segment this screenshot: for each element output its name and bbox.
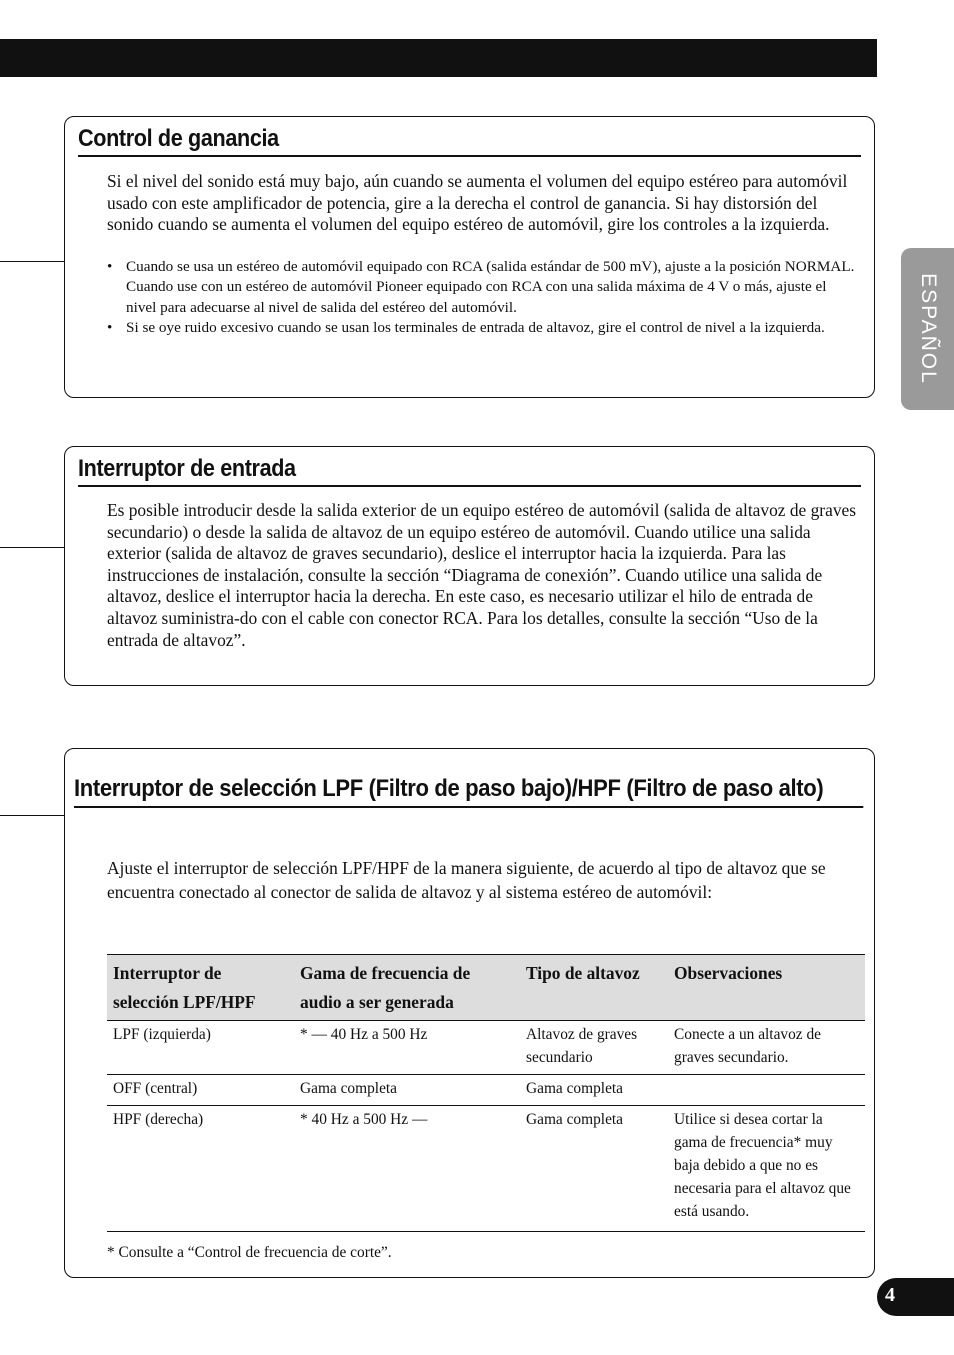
section-title: Interruptor de entrada	[78, 452, 861, 487]
table-cell: Gama completa	[520, 1106, 668, 1232]
table-cell: LPF (izquierda)	[107, 1021, 294, 1075]
page-number-label: 4	[885, 1284, 895, 1306]
bullet-item: • Si se oye ruido excesivo cuando se usan los terminales de entrada de altavoz, gire el control de nivel a la izquierda.	[107, 318, 858, 338]
table-cell: Conecte a un altavoz de graves secundario.	[668, 1021, 865, 1075]
table-cell	[668, 1075, 865, 1106]
section-lpf-hpf	[64, 748, 875, 1278]
table-header: Observaciones	[668, 955, 865, 1021]
table-header: Interruptor de selección LPF/HPF	[107, 955, 294, 1021]
page-number	[877, 1278, 954, 1316]
section-interruptor-de-entrada	[64, 446, 875, 686]
section-title: Interruptor de selección LPF (Filtro de paso bajo)/HPF (Filtro de paso alto)	[74, 772, 863, 808]
header-bar	[0, 39, 877, 77]
section-paragraph: Es posible introducir desde la salida exterior de un equipo estéreo de automóvil (salida de altavoz de graves secundario) o desde la salida de altavoz de un equipo estéreo de automóvil. Cuando utilice una salida exterior (salida de altavoz de graves secundario), deslice el interruptor hacia la izquierda. Para las instrucciones de instalación, consulte la sección “Diagrama de conexión”. Cuando utilice una salida de altavoz, deslice el interruptor hacia la derecha. En este caso, es necesario utilizar el hilo de entrada de altavoz suministra-do con el cable con conector RCA. Para los detalles, consulte la sección “Uso de la entrada de altavoz”.	[107, 500, 856, 650]
table-cell: Gama completa	[294, 1075, 520, 1106]
table-header: Tipo de altavoz	[520, 955, 668, 1021]
table-row	[107, 1021, 865, 1075]
section-title: Control de ganancia	[78, 122, 861, 157]
table-cell: * — 40 Hz a 500 Hz	[294, 1021, 520, 1075]
section-paragraph: Ajuste el interruptor de selección LPF/HPF de la manera siguiente, de acuerdo al tipo de altavoz que se encuentra conectado al conector de salida de altavoz y al sistema estéreo de automóvil:	[107, 858, 826, 902]
table-cell: OFF (central)	[107, 1075, 294, 1106]
table-row	[107, 1075, 865, 1106]
lpf-hpf-table	[107, 954, 865, 1232]
table-cell: Utilice si desea cortar la gama de frecuencia* muy baja debido a que no es necesaria para el altavoz que está usando.	[668, 1106, 865, 1232]
section-paragraph: Si el nivel del sonido está muy bajo, aún cuando se aumenta el volumen del equipo estéreo para automóvil usado con este amplificador de potencia, gire a la derecha el control de ganancia. Si hay distorsión del sonido cuando se aumenta el volumen del equipo estéreo de automóvil, gire los controles a la izquierda.	[107, 171, 848, 235]
bullet-item: • Cuando se usa un estéreo de automóvil equipado con RCA (salida estándar de 500 mV), ajuste a la posición NORMAL. Cuando use con un estéreo de automóvil Pioneer equipado con RCA con una salida máxima de 4 V o más, ajuste el nivel para adecuarse al nivel de salida del estéreo del automóvil.	[107, 257, 858, 318]
language-tab[interactable]	[901, 248, 954, 410]
table-cell: * 40 Hz a 500 Hz —	[294, 1106, 520, 1232]
table-cell: Altavoz de graves secundario	[520, 1021, 668, 1075]
footnote: * Consulte a “Control de frecuencia de corte”.	[107, 1244, 392, 1261]
table-header-row	[107, 955, 865, 1021]
table-row	[107, 1106, 865, 1232]
margin-rule	[0, 815, 64, 816]
margin-rule	[0, 261, 64, 262]
margin-rule	[0, 547, 64, 548]
table-cell: HPF (derecha)	[107, 1106, 294, 1232]
table-cell: Gama completa	[520, 1075, 668, 1106]
language-tab-label: ESPAÑOL	[916, 273, 940, 385]
bullet-list	[107, 257, 858, 338]
section-control-de-ganancia	[64, 116, 875, 398]
table-header: Gama de frecuencia de audio a ser generada	[294, 955, 520, 1021]
